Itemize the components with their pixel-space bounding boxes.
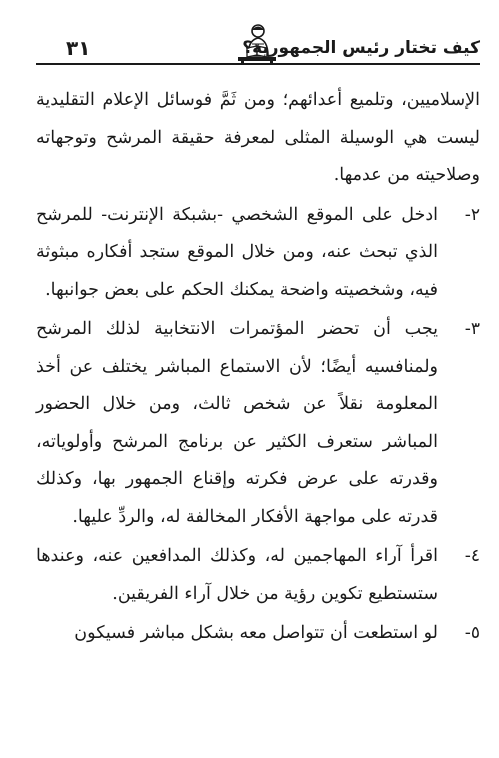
intro-paragraph: الإسلاميين، وتلميع أعدائهم؛ ومن ثَمَّ فوسائل الإعلام التقليدية ليست هي الوسيلة المثلى لمعرفة حقيقة المرشح وتوجهاته وصلاحيته من عدمها.: [36, 90, 480, 185]
list-item: [36, 197, 480, 310]
list-item-text: ادخل على الموقع الشخصي -بشبكة الإنترنت- للمرشح الذي تبحث عنه، ومن خلال الموقع ستجد أفكاره مبثوثة فيه، وشخصيته واضحة يمكنك الحكم على بعض جوانبها.: [36, 204, 438, 300]
list-item: [36, 311, 480, 536]
list-item-number: ٢-: [464, 204, 480, 225]
page-body: [36, 82, 480, 653]
page-number: ٣١: [66, 36, 91, 60]
page-header: [36, 22, 480, 66]
list-item-number: ٣-: [464, 319, 480, 339]
header-divider: [36, 63, 480, 65]
list-item-number: ٥-: [464, 623, 480, 643]
list-item-number: ٤-: [464, 546, 480, 566]
list-item: [36, 538, 480, 613]
list-item: [36, 615, 480, 653]
running-title: كيف تختار رئيس الجمهورية؟: [242, 38, 480, 58]
list-item-text: لو استطعت أن تتواصل معه بشكل مباشر فسيكون: [74, 623, 438, 643]
list-item-text: اقرأ آراء المهاجمين له، وكذلك المدافعين عنه، وعندها ستستطيع تكوين رؤية من خلال آراء الفريقين.: [36, 546, 438, 604]
list-item-text: يجب أن تحضر المؤتمرات الانتخابية لذلك المرشح ولمنافسيه أيضًا؛ لأن الاستماع المباشر يختلف عن أخذ المعلومة نقلاً عن شخص ثالث، ومن خلال الحضور المباشر ستعرف الكثير عن برنامج المرشح وأولوياته، وقدرته على عرض فكرته وإقناع الجمهور بها، وكذلك قدرته على مواجهة الأفكار المخالفة له، والردِّ عليها.: [36, 319, 438, 527]
